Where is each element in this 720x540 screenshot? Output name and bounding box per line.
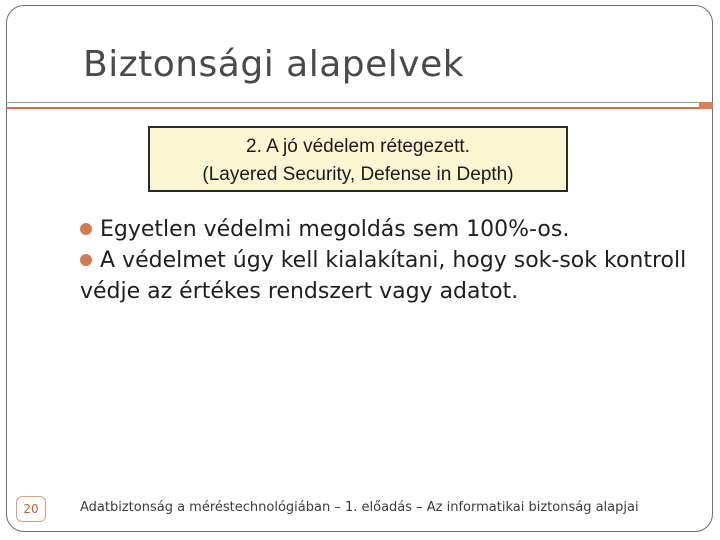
divider-accent [699,102,713,109]
highlight-box [148,126,568,192]
bullet-dot-icon [80,223,92,235]
title-divider [6,102,713,109]
highlight-box-line-2: (Layered Security, Defense in Depth) [202,164,514,185]
bullet-text-2: A védelmet úgy kell kialakítani, hogy sok-sok kontroll védje az értékes rendszert vagy adatot. [80,248,687,304]
bullet-dot-icon [80,254,92,266]
bullet-list [80,214,700,307]
bullet-text-1: Egyetlen védelmi megoldás sem 100%-os. [100,217,570,242]
page-number: 20 [16,496,46,522]
slide-footer: Adatbiztonság a méréstechnológiában – 1. előadás – Az informatikai biztonság alapjai [80,500,639,515]
slide-title: Biztonsági alapelvek [83,44,465,85]
bullet-item-2 [80,245,700,307]
bullet-item-1 [80,214,700,245]
highlight-box-line-1: 2. A jó védelem rétegezett. [246,136,470,157]
